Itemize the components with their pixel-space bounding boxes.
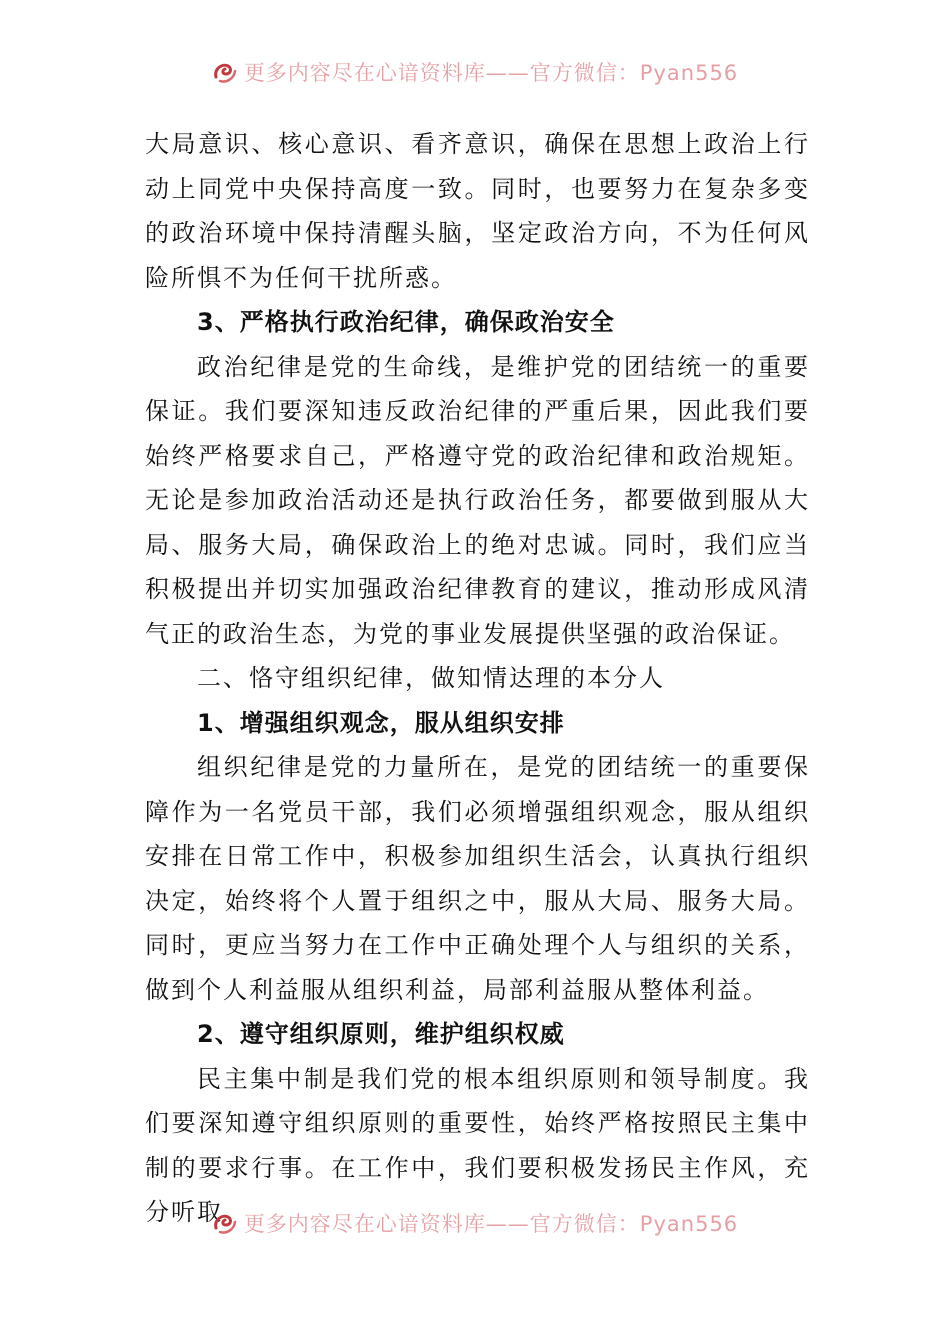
header-watermark-text: 更多内容尽在心谙资料库——官方微信：Pyan556 bbox=[243, 61, 739, 85]
footer-watermark-text: 更多内容尽在心谙资料库——官方微信：Pyan556 bbox=[243, 1212, 739, 1236]
paragraph-political-discipline: 政治纪律是党的生命线，是维护党的团结统一的重要保证。我们要深知违反政治纪律的严重后果，因此我们要始终严格要求自己，严格遵守党的政治纪律和政治规矩。无论是参加政治活动还是执行政治任务，都要做到服从大局、服务大局，确保政治上的绝对忠诚。同时，我们应当积极提出并切实加强政治纪律教育的建议，推动形成风清气正的政治生态，为党的事业发展提供坚强的政治保证。 bbox=[145, 352, 810, 648]
subheading-1: 1、增强组织观念，服从组织安排 bbox=[197, 708, 565, 737]
swirl-logo-icon bbox=[212, 59, 238, 85]
document-body bbox=[145, 122, 810, 1235]
paragraph-organizational-discipline: 组织纪律是党的力量所在，是党的团结统一的重要保障作为一名党员干部，我们必须增强组织观念，服从组织安排在日常工作中，积极参加组织生活会，认真执行组织决定，始终将个人置于组织之中，服从大局、服务大局。同时，更应当努力在工作中正确处理个人与组织的关系，做到个人利益服从组织利益，局部利益服从整体利益。 bbox=[145, 753, 810, 1004]
subheading-3: 3、严格执行政治纪律，确保政治安全 bbox=[197, 308, 615, 336]
subheading-2: 2、遵守组织原则，维护组织权威 bbox=[197, 1020, 565, 1048]
paragraph-continued: 大局意识、核心意识、看齐意识，确保在思想上政治上行动上同党中央保持高度一致。同时，也要努力在复杂多变的政治环境中保持清醒头脑，坚定政治方向，不为任何风险所惧不为任何干扰所惑。 bbox=[145, 130, 810, 292]
header-watermark bbox=[0, 58, 950, 86]
footer-watermark bbox=[0, 1209, 950, 1237]
swirl-logo-icon bbox=[212, 1210, 238, 1236]
paragraph-democratic-centralism: 民主集中制是我们党的根本组织原则和领导制度。我们要深知遵守组织原则的重要性，始终严格按照民主集中制的要求行事。在工作中，我们要积极发扬民主作风，充分听取 bbox=[145, 1064, 810, 1226]
section-heading-2: 二、恪守组织纪律，做知情达理的本分人 bbox=[197, 664, 665, 692]
